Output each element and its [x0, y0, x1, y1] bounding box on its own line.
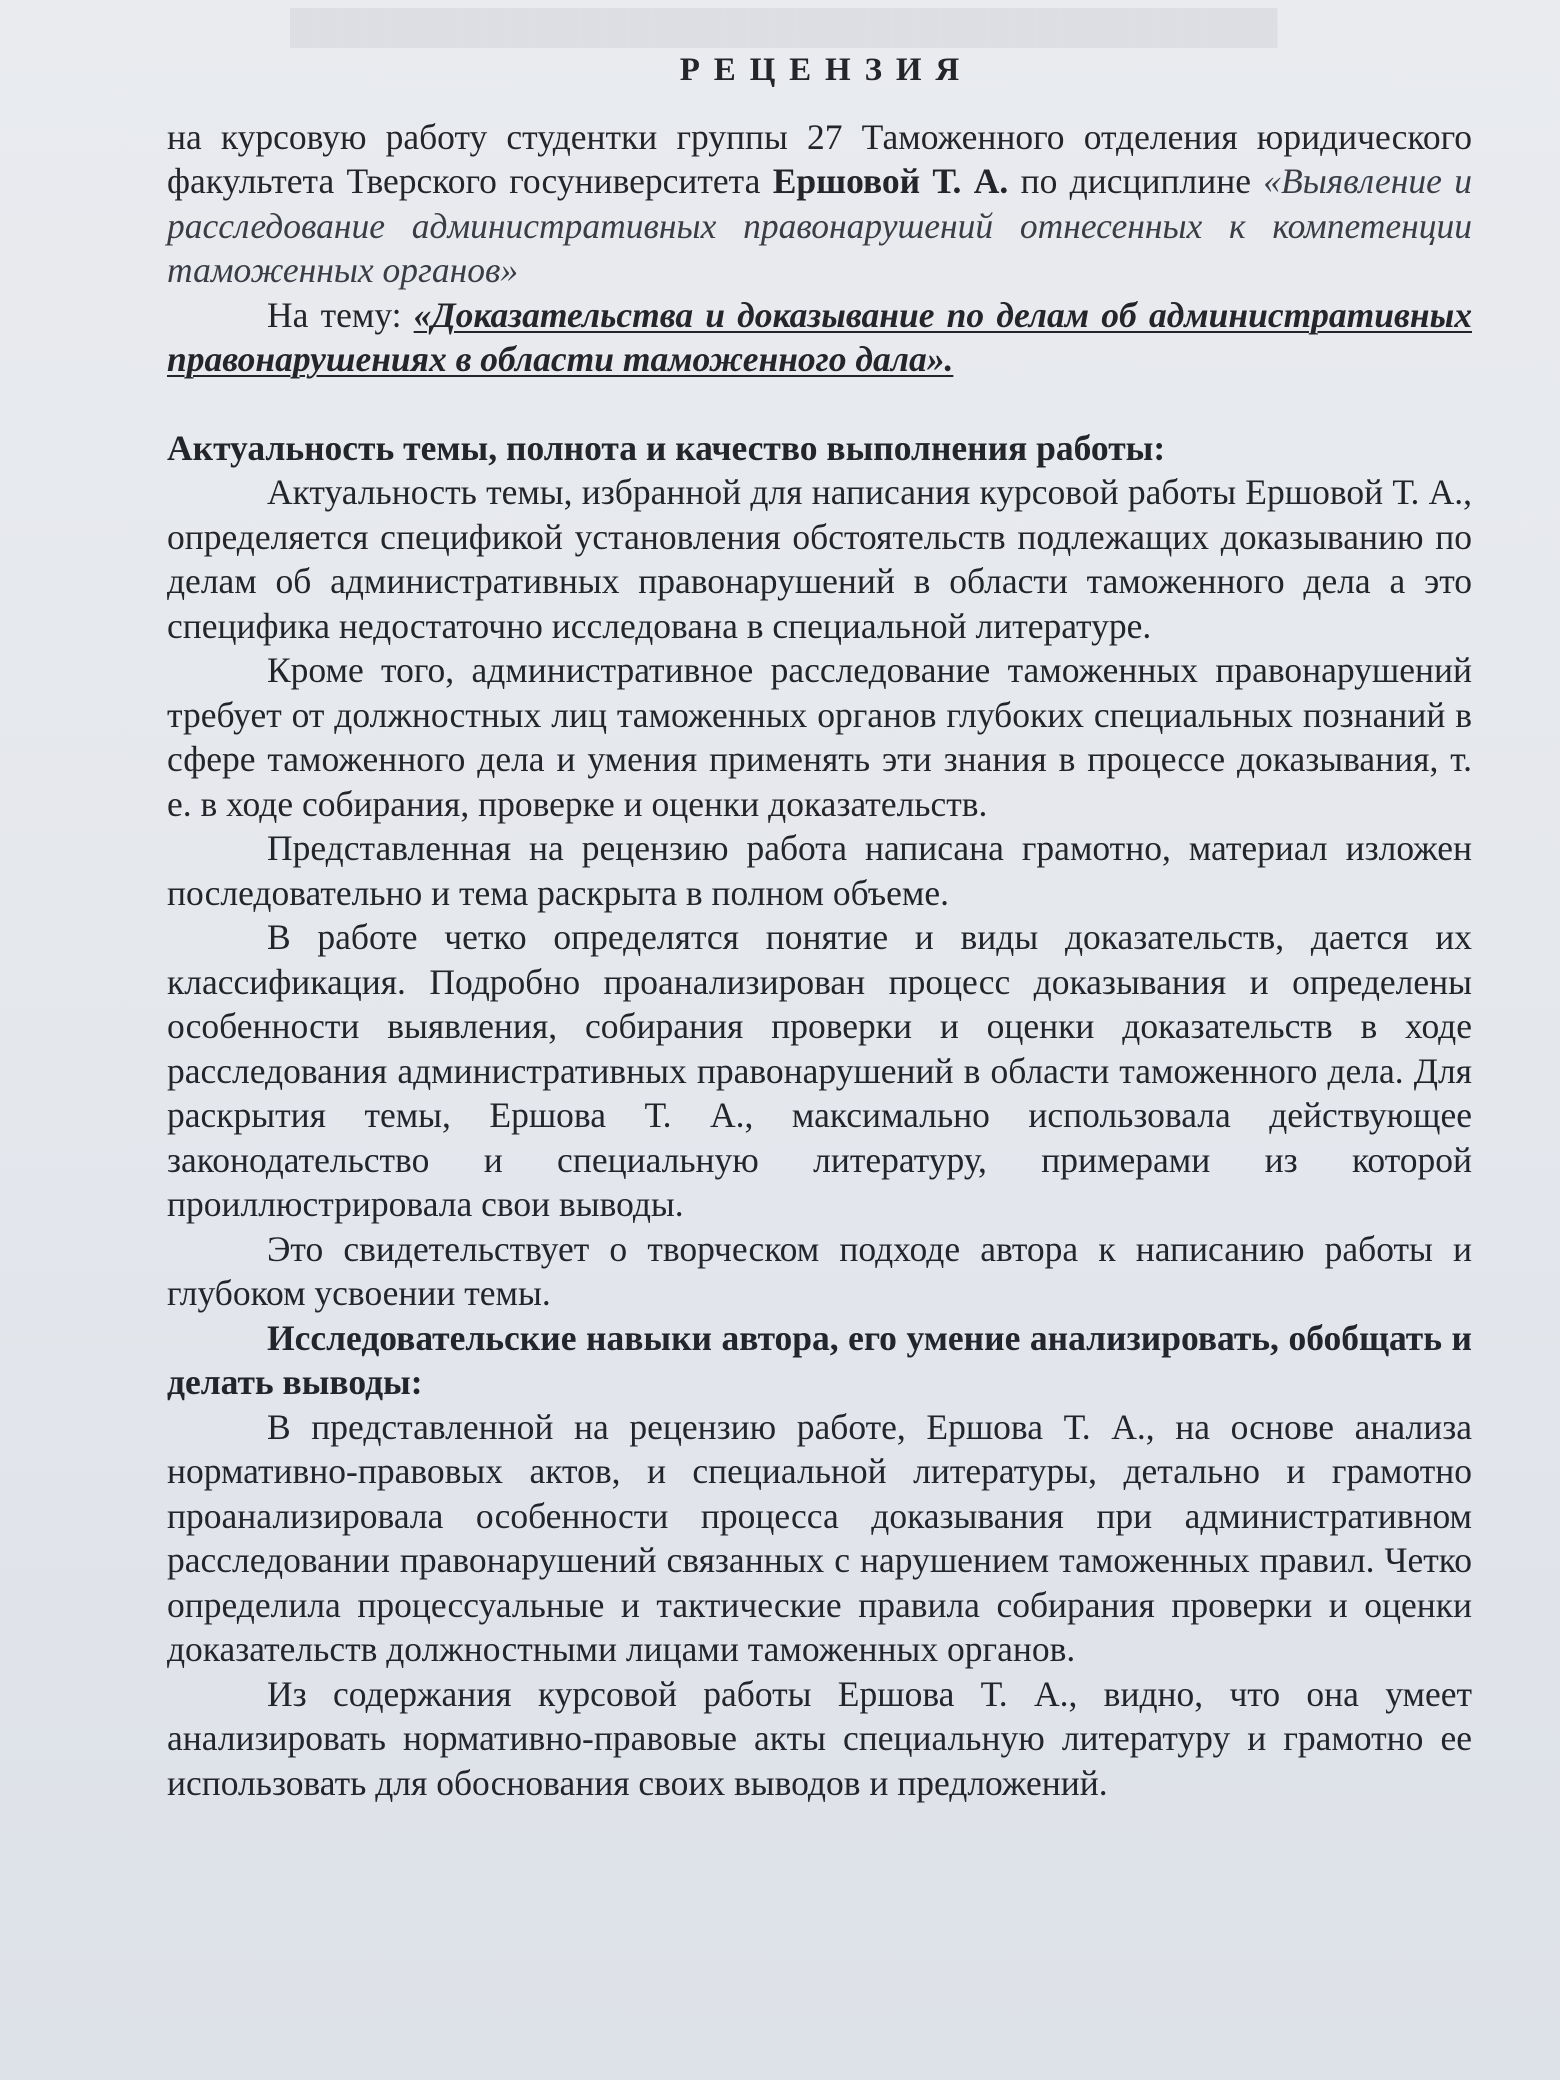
topic-label: На тему:: [267, 294, 414, 335]
paragraph: Кроме того, административное расследование таможенных правонарушений требует от должностных лиц таможенных органов глубоких специальных познаний в сфере таможенного дела и умения применять эти знания в процессе доказывания, т. е. в ходе собирания, проверке и оценки доказательств.: [167, 650, 1472, 824]
intro-text-1: на курсовую работу студентки группы 27 Таможенного отделения юридического факультета Тверского госуниверситета: [167, 116, 1472, 201]
paragraph: Из содержания курсовой работы Ершова Т. А., видно, что она умеет анализировать нормативно-правовые акты специальную литературу и грамотно ее использовать для обоснования своих выводов и предложений.: [167, 1673, 1472, 1803]
paragraph: Представленная на рецензию работа написана грамотно, материал изложен последовательно и тема раскрыта в полном объеме.: [167, 828, 1472, 913]
paragraph: Актуальность темы, избранной для написания курсовой работы Ершовой Т. А., определяется спецификой установления обстоятельств подлежащих доказыванию по делам об административных правонарушений в области таможенного дела а это специфика недостаточно исследована в специальной литературе.: [167, 472, 1472, 646]
section-heading-relevance: Актуальность темы, полнота и качество выполнения работы:: [167, 427, 1166, 468]
spacer: [167, 382, 1472, 426]
student-name: Ершовой Т. А.: [772, 161, 1009, 201]
review-body: [167, 48, 1472, 1805]
paragraph: В работе четко определятся понятие и виды доказательств, дается их классификация. Подробно проанализирован процесс доказывания и определены особенности выявления, собирания проверки и оценки доказательств в ходе расследования административных правонарушений в области таможенного дела. Для раскрытия темы, Ершова Т. А., максимально использовала действующее законодательство и специальную литературу, примерами из которой проиллюстрировала свои выводы.: [167, 917, 1472, 1224]
intro-text-2: по дисциплине: [1008, 161, 1264, 201]
topic-line: [167, 293, 1472, 382]
topic-title: «Доказательства и доказывание по делам об административных правонарушениях в области таможенного дала».: [167, 294, 1472, 379]
intro-paragraph: [167, 115, 1472, 293]
show-through-text: █████████████████████████████████████████: [290, 9, 1278, 46]
discipline-name: «Выявление и расследование административных правонарушений отнесенных к компетенции таможенных органов»: [167, 161, 1472, 290]
paragraph: Это свидетельствует о творческом подходе автора к написанию работы и глубоком усвоении темы.: [167, 1228, 1472, 1313]
paragraph: В представленной на рецензию работе, Ершова Т. А., на основе анализа нормативно-правовых актов, и специальной литературы, детально и грамотно проанализировала особенности процесса доказывания при административном расследовании правонарушений связанных с нарушением таможенных правил. Четко определила процессуальные и тактические правила собирания проверки и оценки доказательств должностными лицами таможенных органов.: [167, 1406, 1472, 1669]
section-heading-research-skills: Исследовательские навыки автора, его умение анализировать, обобщать и делать выводы:: [167, 1317, 1472, 1402]
document-title: РЕЦЕНЗИЯ: [679, 52, 974, 88]
